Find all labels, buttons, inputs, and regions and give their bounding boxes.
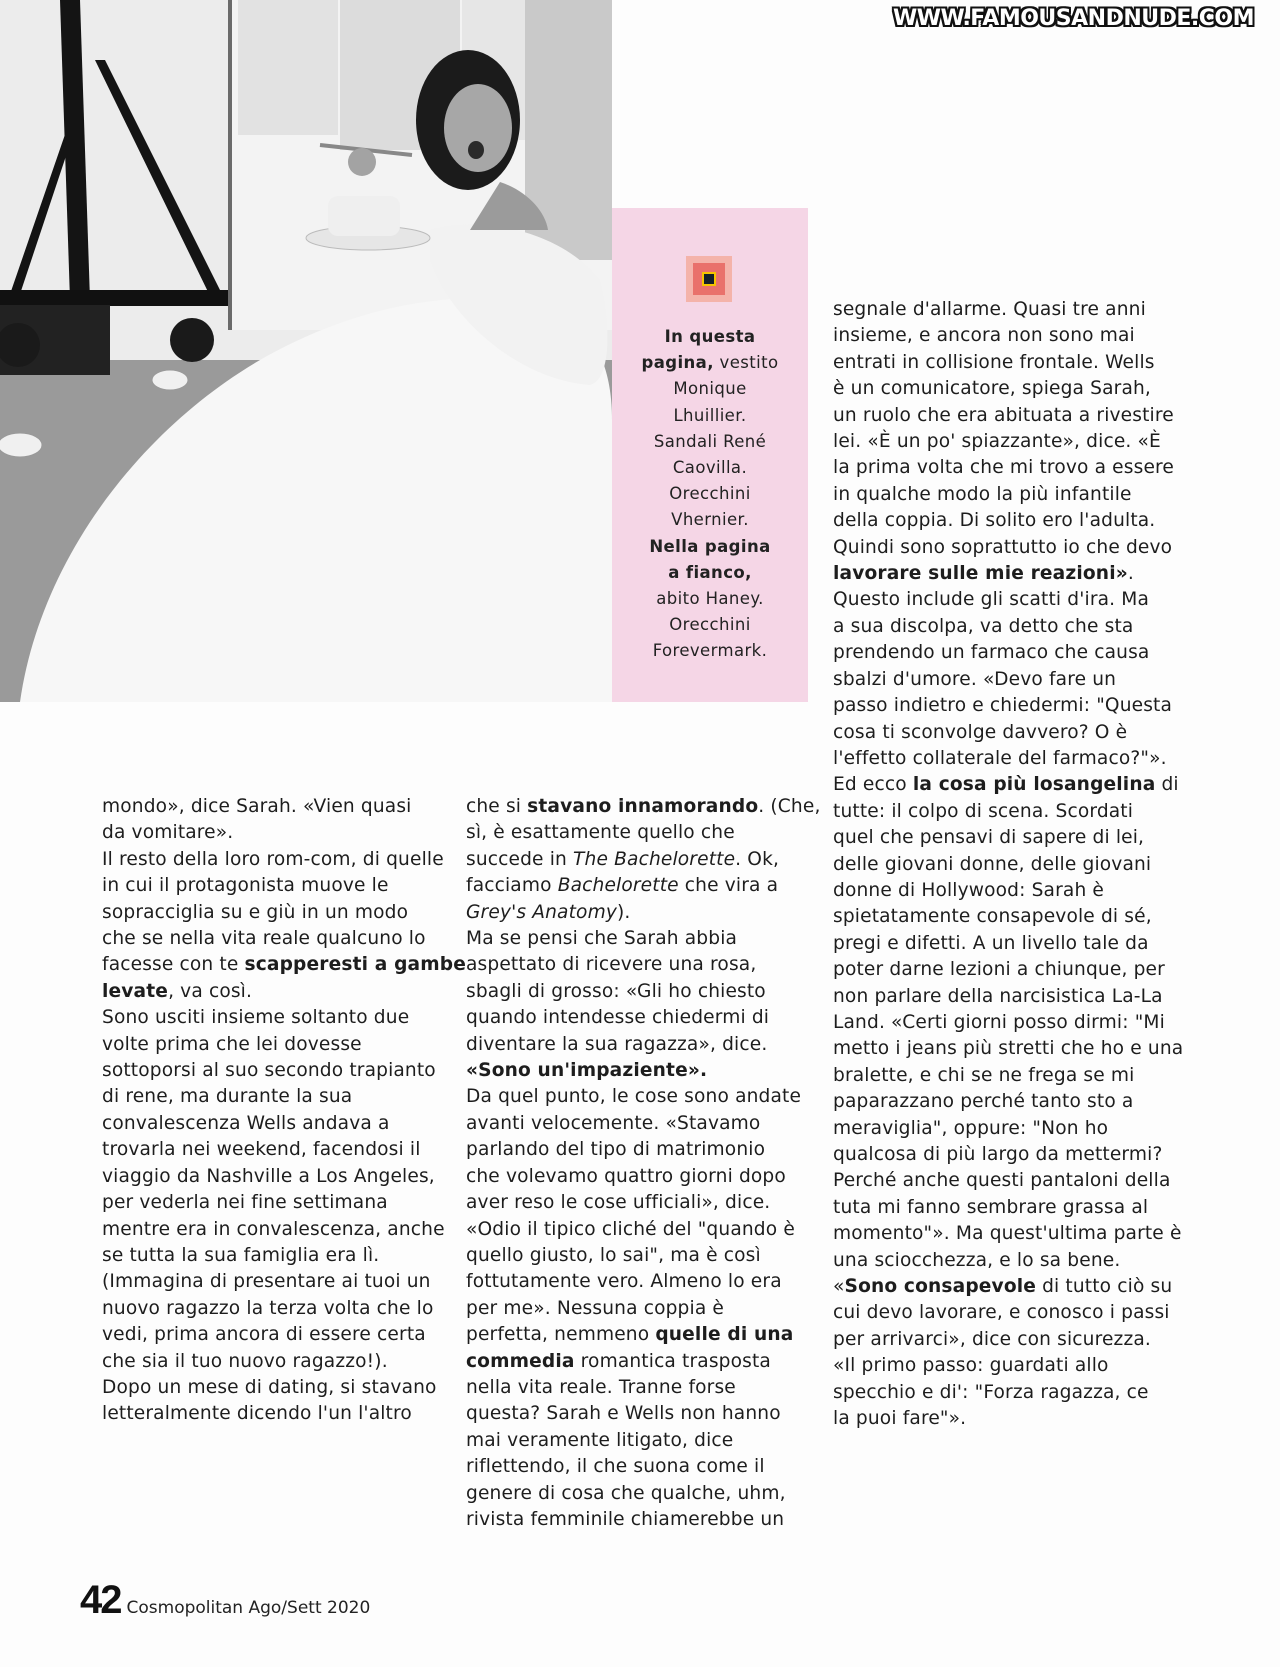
body-text: in cui il protagonista muove le (102, 875, 389, 897)
body-text: « (833, 1276, 845, 1298)
article-line (466, 847, 816, 873)
body-text: . Ok, (735, 848, 780, 870)
caption-text-run: Sandali René (653, 431, 767, 451)
body-text: cosa ti sconvolge davvero? O è (833, 721, 1128, 743)
article-line (833, 667, 1183, 693)
article-line (833, 455, 1183, 481)
article-line (833, 1327, 1183, 1353)
article-line (833, 1248, 1183, 1274)
body-text: vedi, prima ancora di essere certa (102, 1324, 426, 1346)
caption-text-run: Monique (673, 379, 747, 399)
article-line (833, 825, 1183, 851)
article-line (833, 693, 1183, 719)
body-text: nella vita reale. Tranne forse (466, 1376, 736, 1398)
article-line (466, 900, 816, 926)
article-line (102, 794, 452, 820)
article-line (102, 900, 452, 926)
body-text: passo indietro e chiedermi: "Questa (833, 695, 1173, 717)
body-text: sbagli di grosso: «Gli ho chiesto (466, 980, 766, 1002)
caption-text-run: Caovilla. (672, 458, 748, 478)
article-line (102, 1190, 452, 1216)
article-line (466, 1111, 816, 1137)
body-text: da vomitare». (102, 822, 234, 844)
photo-caption (612, 324, 808, 665)
body-text: quel che pensavi di sapere di lei, (833, 827, 1145, 849)
body-text: questa? Sarah e Wells non hanno (466, 1403, 781, 1425)
body-text: la puoi fare"». (833, 1408, 967, 1430)
page-number: 42 (80, 1578, 121, 1622)
body-text: sopracciglia su e giù in un modo (102, 901, 409, 923)
article-line (833, 1195, 1183, 1221)
concentric-squares-icon (686, 256, 732, 302)
caption-line (612, 324, 808, 350)
body-text: mai veramente litigato, dice (466, 1429, 734, 1451)
article-line (833, 1353, 1183, 1379)
article-line (102, 1084, 452, 1110)
article-line (466, 1269, 816, 1295)
article-line (102, 1164, 452, 1190)
body-text: Land. «Certi giorni posso dirmi: "Mi (833, 1011, 1165, 1033)
page-footer (80, 1578, 370, 1623)
article-line (466, 1084, 816, 1110)
article-line (102, 952, 466, 978)
body-text: sì, è esattamente quello che (466, 822, 735, 844)
article-line (833, 878, 1183, 904)
article-line (466, 1296, 816, 1322)
body-text: che se nella vita reale qualcuno lo (102, 928, 426, 950)
article-line (466, 1243, 816, 1269)
caption-bold-text: Nella pagina (649, 536, 771, 556)
article-line (102, 873, 452, 899)
article-line (466, 820, 816, 846)
body-text: «Il primo passo: guardati allo (833, 1355, 1109, 1377)
photo-caption-box (612, 208, 808, 702)
article-line (466, 952, 816, 978)
article-line (833, 482, 1183, 508)
body-text: di (1155, 774, 1179, 796)
article-line (833, 1274, 1183, 1300)
article-line (102, 1243, 452, 1269)
body-text: prendendo un farmaco che causa (833, 642, 1150, 664)
caption-bold-text: In questa (664, 327, 756, 346)
italic-title: The Bachelorette (573, 848, 736, 870)
caption-line (612, 403, 808, 429)
body-text: è un comunicatore, spiega Sarah, (833, 378, 1151, 400)
article-line (466, 1005, 816, 1031)
body-text: che si (466, 796, 528, 817)
article-line (833, 772, 1183, 798)
article-line (102, 1269, 452, 1295)
body-text: specchio e di': "Forza ragazza, ce (833, 1381, 1149, 1403)
caption-line (612, 586, 808, 612)
article-line (833, 1116, 1183, 1142)
body-text: romantica trasposta (574, 1350, 771, 1372)
article-line (102, 1058, 452, 1084)
body-text: sbalzi d'umore. «Devo fare un (833, 668, 1117, 690)
bold-text: quelle di una (655, 1324, 794, 1346)
article-line (102, 1005, 452, 1031)
body-text: segnale d'allarme. Quasi tre anni (833, 299, 1146, 320)
article-line (833, 931, 1183, 957)
article-line (466, 1507, 816, 1533)
body-text: volte prima che lei dovesse (102, 1033, 362, 1055)
caption-line (612, 350, 808, 376)
body-text: Da quel punto, le cose sono andate (466, 1086, 802, 1108)
body-text: rivista femminile chiamerebbe un (466, 1508, 785, 1530)
body-text: «Odio il tipico cliché del "quando è (466, 1218, 795, 1240)
article-line (102, 926, 452, 952)
body-text: momento"». Ma quest'ultima parte è (833, 1223, 1182, 1245)
bold-text: commedia (466, 1350, 575, 1372)
article-line (833, 1300, 1183, 1326)
article-line (102, 1296, 452, 1322)
body-text: parlando del tipo di matrimonio (466, 1139, 766, 1161)
article-line (833, 720, 1183, 746)
italic-title: Grey's Anatomy (466, 901, 617, 923)
article-line (833, 852, 1183, 878)
body-text: mentre era in convalescenza, anche (102, 1218, 445, 1240)
caption-line (612, 534, 808, 560)
body-text: tuta mi fanno sembrare grassa al (833, 1196, 1149, 1218)
body-text: facciamo (466, 875, 558, 897)
article-line (833, 508, 1183, 534)
body-text: se tutta la sua famiglia era lì. (102, 1244, 380, 1266)
bold-text: stavano innamorando (527, 796, 759, 817)
body-text: convalescenza Wells andava a (102, 1112, 390, 1134)
article-line (102, 847, 452, 873)
article-line (833, 957, 1183, 983)
body-text: sottoporsi al suo secondo trapianto (102, 1060, 436, 1082)
body-text: facesse con te (102, 954, 245, 976)
article-line (833, 376, 1183, 402)
photo-illustration (0, 0, 612, 702)
article-line (466, 1164, 816, 1190)
body-text: succede in (466, 848, 574, 870)
body-text: un ruolo che era abituata a rivestire (833, 404, 1174, 426)
caption-text-run: Lhuillier. (673, 405, 747, 425)
bold-text: levate (102, 980, 169, 1002)
article-line (466, 1058, 816, 1084)
article-line (833, 297, 1183, 323)
article-column-1 (102, 794, 466, 1428)
bold-text: lavorare sulle mie reazioni» (833, 563, 1128, 585)
article-line (466, 1322, 816, 1348)
article-line (833, 614, 1183, 640)
body-text: letteralmente dicendo l'un l'altro (102, 1403, 412, 1425)
body-text: in qualche modo la più infantile (833, 483, 1132, 505)
body-text: di tutto ciò su (1036, 1276, 1173, 1298)
article-line (466, 1454, 816, 1480)
body-text: entrati in collisione frontale. Wells (833, 351, 1155, 373)
article-line (833, 587, 1183, 613)
body-text: meraviglia", oppure: "Non ho (833, 1117, 1109, 1139)
article-line (833, 429, 1183, 455)
article-line (466, 1137, 816, 1163)
article-line (466, 1349, 816, 1375)
body-text: Ma se pensi che Sarah abbia (466, 928, 738, 950)
body-text: Questo include gli scatti d'ira. Ma (833, 589, 1150, 611)
body-text: insieme, e ancora non sono mai (833, 325, 1135, 347)
article-line (833, 799, 1183, 825)
article-line (833, 640, 1183, 666)
article-line (833, 535, 1183, 561)
article-line (102, 1032, 452, 1058)
body-text: Perché anche questi pantaloni della (833, 1170, 1171, 1192)
body-text: (Immagina di presentare ai tuoi un (102, 1271, 431, 1293)
article-line (833, 1168, 1183, 1194)
body-text: viaggio da Nashville a Los Angeles, (102, 1165, 435, 1187)
caption-line (612, 560, 808, 586)
caption-line (612, 429, 808, 455)
article-column-2 (466, 794, 821, 1533)
body-text: avanti velocemente. «Stavamo (466, 1112, 761, 1134)
article-line (833, 1406, 1183, 1432)
body-text: Ed ecco (833, 774, 913, 796)
article-line (102, 1217, 452, 1243)
body-text: pregi e difetti. A un livello tale da (833, 932, 1149, 954)
article-line (102, 979, 452, 1005)
caption-text-run: Vhernier. (671, 510, 749, 530)
article-line (466, 1428, 816, 1454)
article-line (102, 1322, 452, 1348)
body-text: aver reso le cose ufficiali», dice. (466, 1192, 771, 1214)
caption-text-run: Orecchini (669, 615, 751, 635)
article-line (466, 873, 816, 899)
article-line (466, 1375, 816, 1401)
body-text: di rene, ma durante la sua (102, 1086, 353, 1108)
article-line (466, 1481, 816, 1507)
magazine-issue: Cosmopolitan Ago/Sett 2020 (126, 1598, 371, 1618)
caption-line (612, 612, 808, 638)
italic-title: Bachelorette (557, 875, 679, 897)
article-line (466, 1190, 816, 1216)
caption-text-run: vestito (713, 353, 779, 373)
article-column-3 (833, 297, 1183, 1432)
caption-line (612, 638, 808, 664)
body-text: a sua discolpa, va detto che sta (833, 615, 1134, 637)
body-text: paparazzano perché tanto sto a (833, 1091, 1134, 1113)
article-line (833, 1221, 1183, 1247)
body-text: delle giovani donne, delle giovani (833, 853, 1152, 875)
body-text: bralette, e chi se ne frega se mi (833, 1064, 1135, 1086)
body-text: Dopo un mese di dating, si stavano (102, 1376, 437, 1398)
article-line (102, 1401, 452, 1427)
article-line (833, 1089, 1183, 1115)
body-text: quello giusto, lo sai", ma è così (466, 1244, 761, 1266)
caption-bold-text: pagina, (641, 353, 714, 373)
article-line (466, 979, 816, 1005)
bold-text: Sono consapevole (844, 1276, 1037, 1298)
body-text: per me». Nessuna coppia è (466, 1297, 725, 1319)
body-text: la prima volta che mi trovo a essere (833, 457, 1175, 479)
article-line (833, 1010, 1183, 1036)
article-line (102, 1137, 452, 1163)
bold-text: scapperesti a gambe (244, 954, 466, 976)
body-text: Sono usciti insieme soltanto due (102, 1007, 410, 1029)
body-text: qualcosa di più largo da mettermi? (833, 1144, 1163, 1165)
body-text: genere di cosa che qualche, uhm, (466, 1482, 786, 1504)
article-line (466, 1032, 816, 1058)
body-text: ). (617, 901, 631, 923)
caption-text-run: Forevermark. (652, 641, 768, 661)
article-line (102, 820, 452, 846)
body-text: fottutamente vero. Almeno lo era (466, 1271, 782, 1293)
hero-photo (0, 0, 612, 702)
body-text: diventare la sua ragazza», dice. (466, 1033, 768, 1055)
article-line (833, 350, 1183, 376)
article-line (833, 1063, 1183, 1089)
body-text: cui devo lavorare, e conosco i passi (833, 1302, 1170, 1324)
article-line (833, 746, 1183, 772)
body-text: riflettendo, il che suona come il (466, 1456, 765, 1478)
body-text: Quindi sono soprattutto io che devo (833, 536, 1173, 558)
body-text: poter darne lezioni a chiunque, per (833, 959, 1165, 981)
body-text: , va così. (168, 980, 253, 1002)
body-text: l'effetto collaterale del farmaco?"». (833, 747, 1167, 769)
article-line (102, 1375, 452, 1401)
bold-text: «Sono un'impaziente». (466, 1060, 708, 1082)
article-line (102, 1349, 452, 1375)
body-text: per vederla nei fine settimana (102, 1192, 388, 1214)
article-line (466, 1217, 816, 1243)
body-text: . (Che, (758, 796, 821, 817)
caption-line (612, 455, 808, 481)
body-text: trovarla nei weekend, facendosi il (102, 1139, 421, 1161)
article-line (102, 1111, 452, 1137)
article-line (466, 926, 816, 952)
body-text: quando intendesse chiedermi di (466, 1007, 770, 1029)
body-text: Il resto della loro rom-com, di quelle (102, 848, 444, 870)
body-text: nuovo ragazzo la terza volta che lo (102, 1297, 434, 1319)
article-line (833, 904, 1183, 930)
body-text: donne di Hollywood: Sarah è (833, 879, 1105, 901)
body-text: mondo», dice Sarah. «Vien quasi (102, 796, 412, 817)
caption-line (612, 376, 808, 402)
article-line (833, 1142, 1183, 1168)
caption-line (612, 507, 808, 533)
body-text: lei. «È un po' spiazzante», dice. «È (833, 431, 1161, 453)
caption-text-run: abito Haney. (656, 589, 764, 609)
body-text: che volevamo quattro giorni dopo (466, 1165, 786, 1187)
body-text: della coppia. Di solito ero l'adulta. (833, 510, 1156, 532)
watermark-text: WWW.FAMOUSANDNUDE.COM (892, 6, 1254, 31)
article-line (833, 403, 1183, 429)
caption-bold-text: a fianco, (668, 562, 752, 582)
body-text: aspettato di ricevere una rosa, (466, 954, 757, 976)
body-text: che vira a (678, 875, 779, 897)
caption-text-run: Orecchini (669, 484, 751, 504)
bold-text: la cosa più losangelina (912, 774, 1156, 796)
body-text: tutte: il colpo di scena. Scordati (833, 800, 1134, 822)
body-text: che sia il tuo nuovo ragazzo!). (102, 1350, 388, 1372)
body-text: spietatamente consapevole di sé, (833, 906, 1152, 928)
body-text: perfetta, nemmeno (466, 1324, 656, 1346)
article-line (833, 561, 1183, 587)
article-line (833, 1380, 1183, 1406)
body-text: non parlare della narcisistica La-La (833, 985, 1163, 1007)
article-line (833, 1036, 1183, 1062)
article-line (466, 794, 821, 820)
body-text: per arrivarci», dice con sicurezza. (833, 1328, 1151, 1350)
article-line (833, 323, 1183, 349)
article-line (466, 1401, 816, 1427)
body-text: metto i jeans più stretti che ho e una (833, 1038, 1184, 1060)
body-text: una sciocchezza, e lo sa bene. (833, 1249, 1121, 1271)
caption-line (612, 481, 808, 507)
article-line (833, 984, 1183, 1010)
body-text: . (1127, 563, 1134, 585)
